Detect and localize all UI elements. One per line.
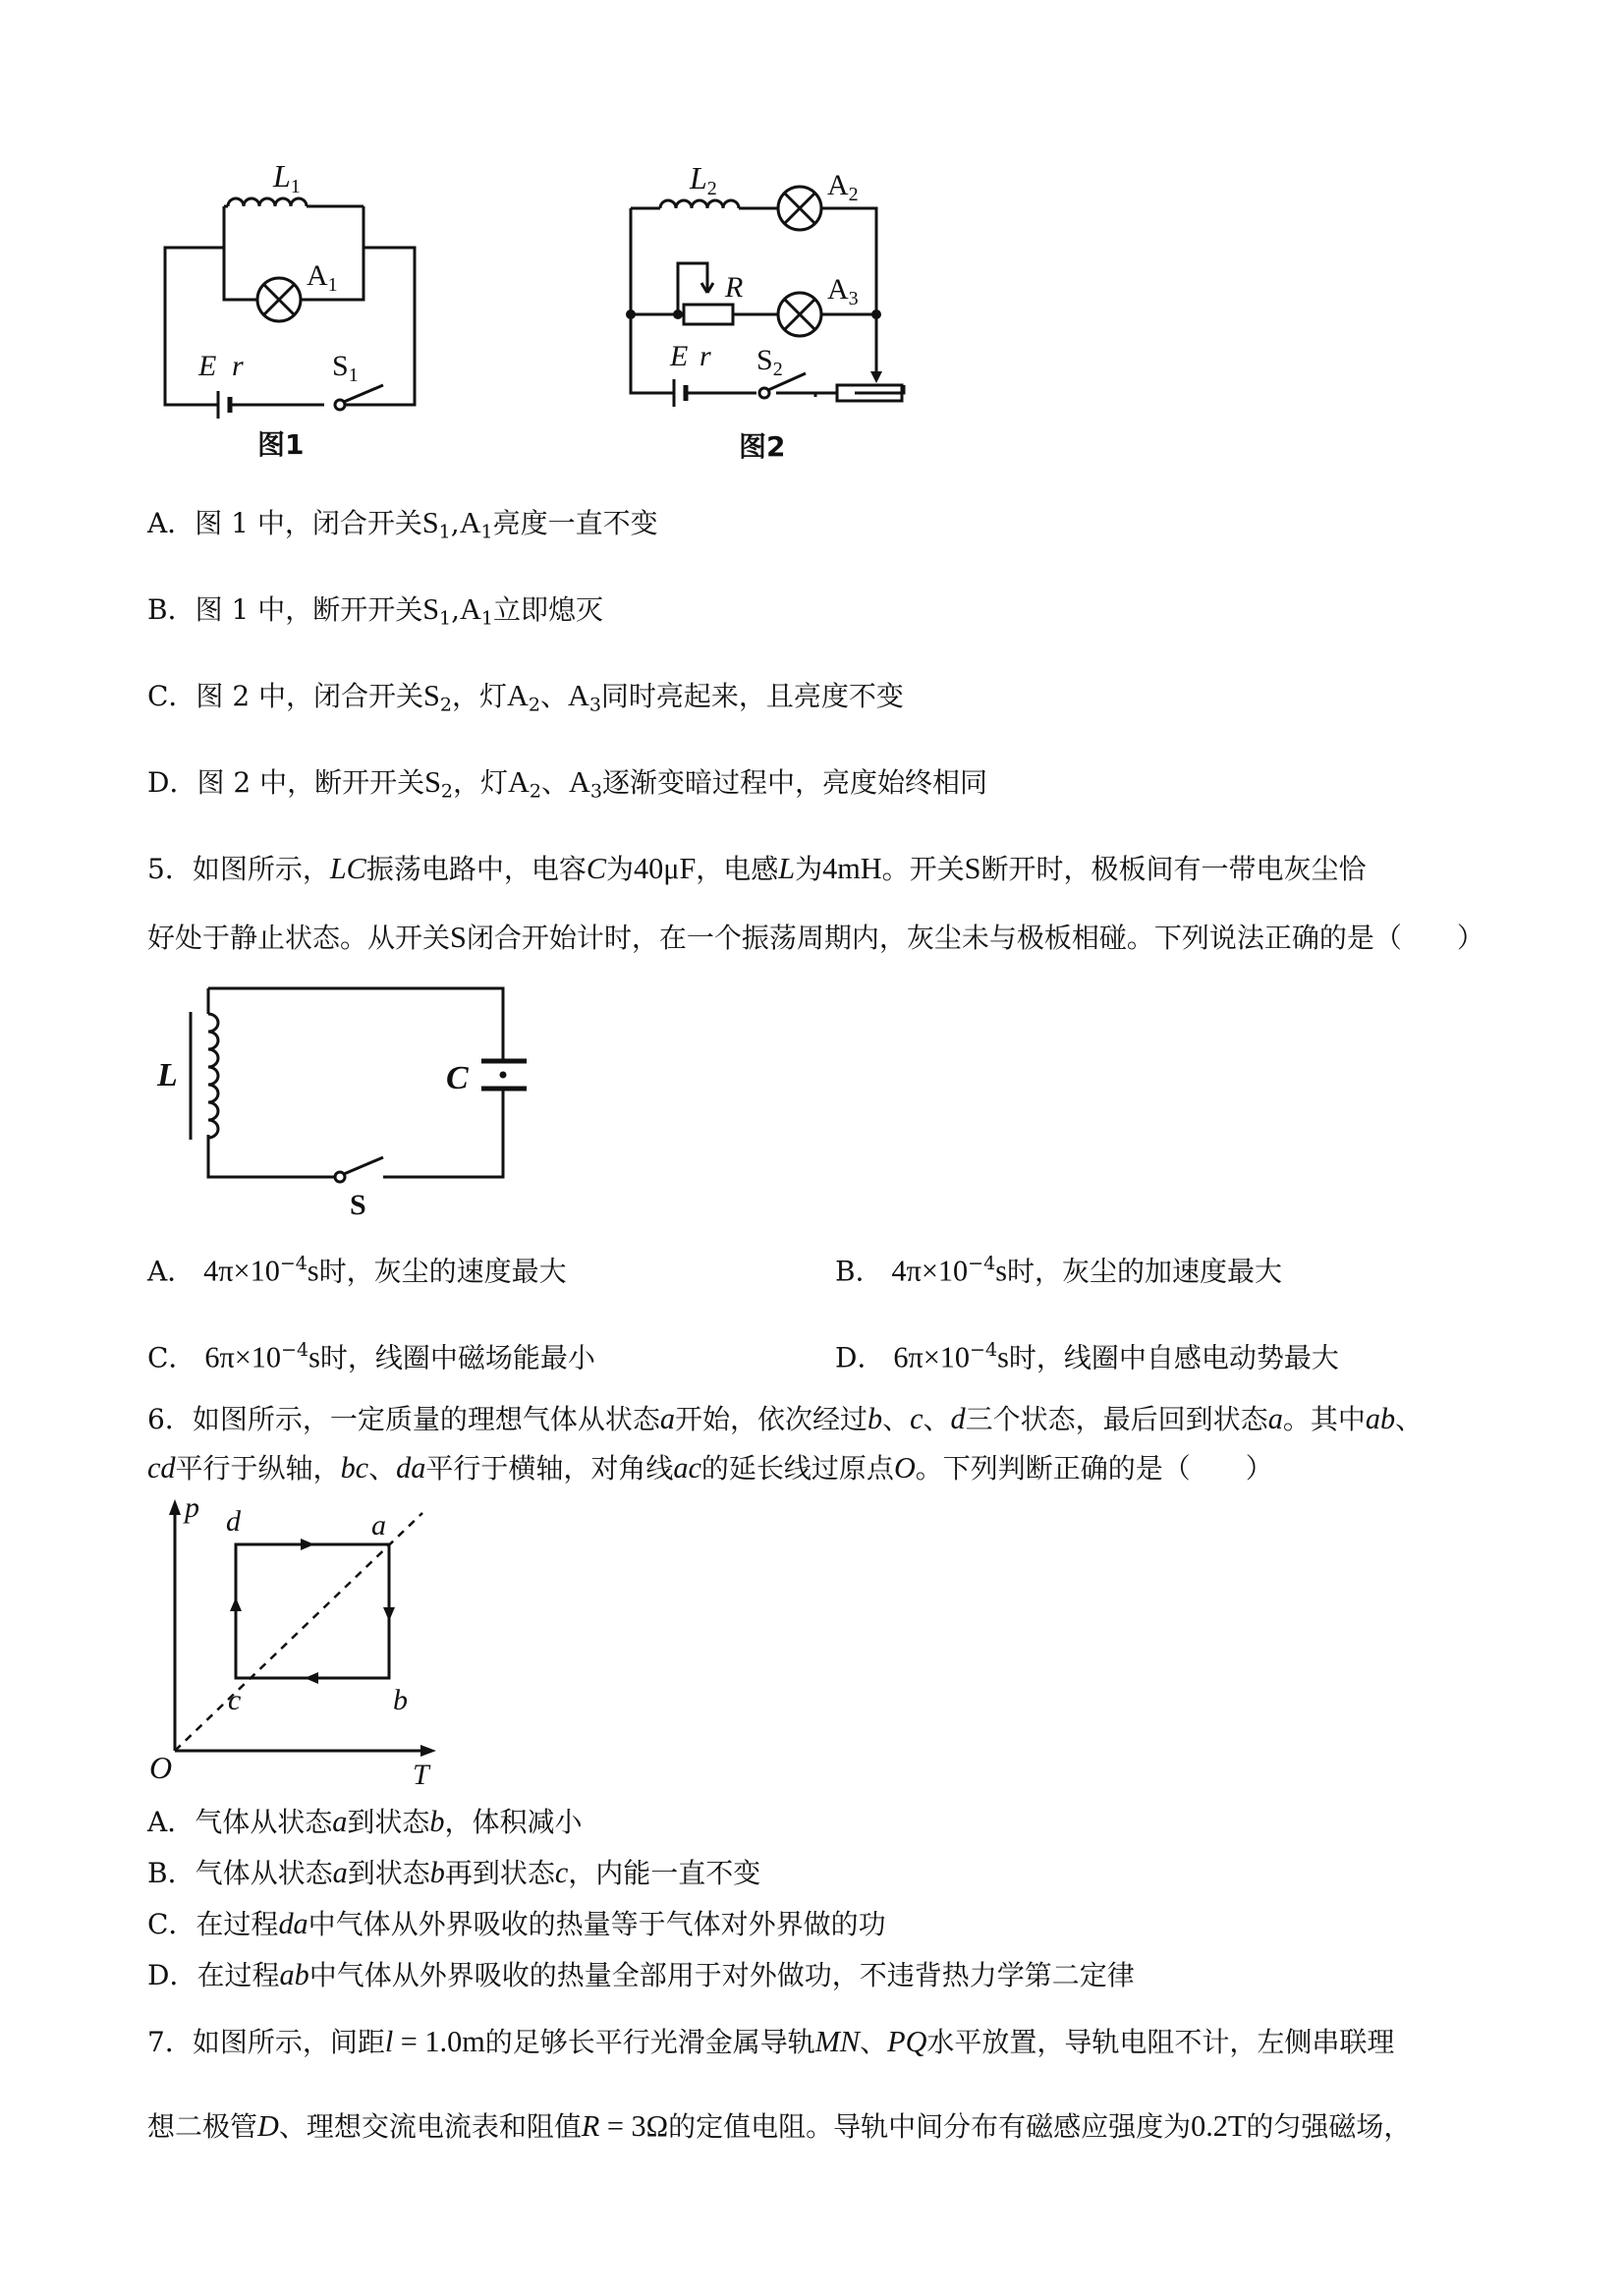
q5-option-a: A． $4\pi\times 10^{-4}s$时，灰尘的速度最大 [147,1253,567,1288]
q6-graph-label-O: O [149,1750,173,1785]
q5-lc-circuit [147,973,560,1221]
q7-stem-line-2: 想二极管D、理想交流电流表和阻值R = 3Ω的定值电阻。导轨中间分布有磁感应强度为0.2T的匀强磁场， [147,2109,1412,2143]
q6-graph-label-a: a [371,1509,386,1541]
q5-option-c: C． $6\pi\times 10^{-4}s$时，线圈中磁场能最小 [147,1339,595,1374]
q5-fig-label-C: C [446,1060,469,1096]
fig1-label-L1: L1 [273,158,301,197]
q4-option-c: C．图 2 中，闭合开关$S_2$，灯$A_2$、$A_3$同时亮起来，且亮度不变 [147,679,904,716]
q6-graph-label-c: c [228,1684,242,1716]
q5-option-b: B． $4\pi\times 10^{-4}s$时，灰尘的加速度最大 [835,1253,1283,1288]
figure-1-circuit [147,157,432,472]
q5-option-d: D． $6\pi\times 10^{-4}s$时，线圈中自感电动势最大 [835,1339,1339,1374]
fig1-label-S1: $S_1$ [332,350,359,386]
q6-stem-line-2: cd平行于纵轴，bc、da平行于横轴，对角线ac的延长线过原点O。下列判断正确的是（ ） [147,1451,1273,1484]
q6-option-b: B．气体从状态a到状态b再到状态c，内能一直不变 [147,1856,761,1889]
q7-stem-line-1: 7．如图所示，间距l = 1.0m的足够长平行光滑金属导轨MN、PQ水平放置，导轨电阻不计，左侧串联理 [147,2025,1395,2058]
q5-fig-label-L: L [157,1057,178,1093]
fig2-label-L2: L2 [690,160,717,199]
q5-stem-line-1: 5．如图所示，LC振荡电路中，电容C为40μF，电感L为4mH。开关S断开时，极板间有一带电灰尘恰 [147,852,1367,885]
q6-pt-graph [147,1491,462,1791]
q6-graph-label-b: b [393,1684,408,1716]
fig2-label-R: R [725,271,744,304]
fig2-label-A3: $A_3$ [827,273,859,309]
fig2-label-r: r [700,340,711,372]
fig1-label-r: r [232,350,244,382]
q4-option-b: B．图 1 中，断开开关$S_1,A_1$立即熄灭 [147,592,604,630]
fig1-label-A1: $A_1$ [307,259,338,296]
q6-graph-label-p: p [185,1491,199,1524]
fig2-label-S2: $S_2$ [756,344,783,380]
q6-option-a: A．气体从状态a到状态b，体积减小 [147,1805,583,1838]
q6-option-c: C．在过程da中气体从外界吸收的热量等于气体对外界做的功 [147,1907,886,1940]
q6-graph-label-T: T [413,1759,429,1791]
q4-option-a: A．图 1 中，闭合开关$S_1,A_1$亮度一直不变 [147,506,658,543]
figure-2-circuit [619,157,933,472]
fig2-label-E: E [670,340,689,372]
q6-graph-label-d: d [226,1505,241,1538]
fig2-label-A2: $A_2$ [827,169,859,205]
fig1-caption: 图1 [257,428,305,461]
q6-option-d: D．在过程ab中气体从外界吸收的热量全部用于对外做功，不违背热力学第二定律 [147,1958,1135,1991]
fig1-label-E: E [198,350,217,382]
q5-stem-line-2: 好处于静止状态。从开关S闭合开始计时，在一个振荡周期内，灰尘未与极板相碰。下列说法正确的是（ ） [147,921,1484,954]
fig2-caption: 图2 [739,430,786,463]
q6-stem-line-1: 6．如图所示，一定质量的理想气体从状态a开始，依次经过b、c、d三个状态，最后回到状态a。其中ab、 [147,1402,1424,1435]
q5-fig-label-S: S [350,1189,366,1221]
q4-option-d: D．图 2 中，断开开关$S_2$，灯$A_2$、$A_3$逐渐变暗过程中，亮度始终相同 [147,765,987,803]
